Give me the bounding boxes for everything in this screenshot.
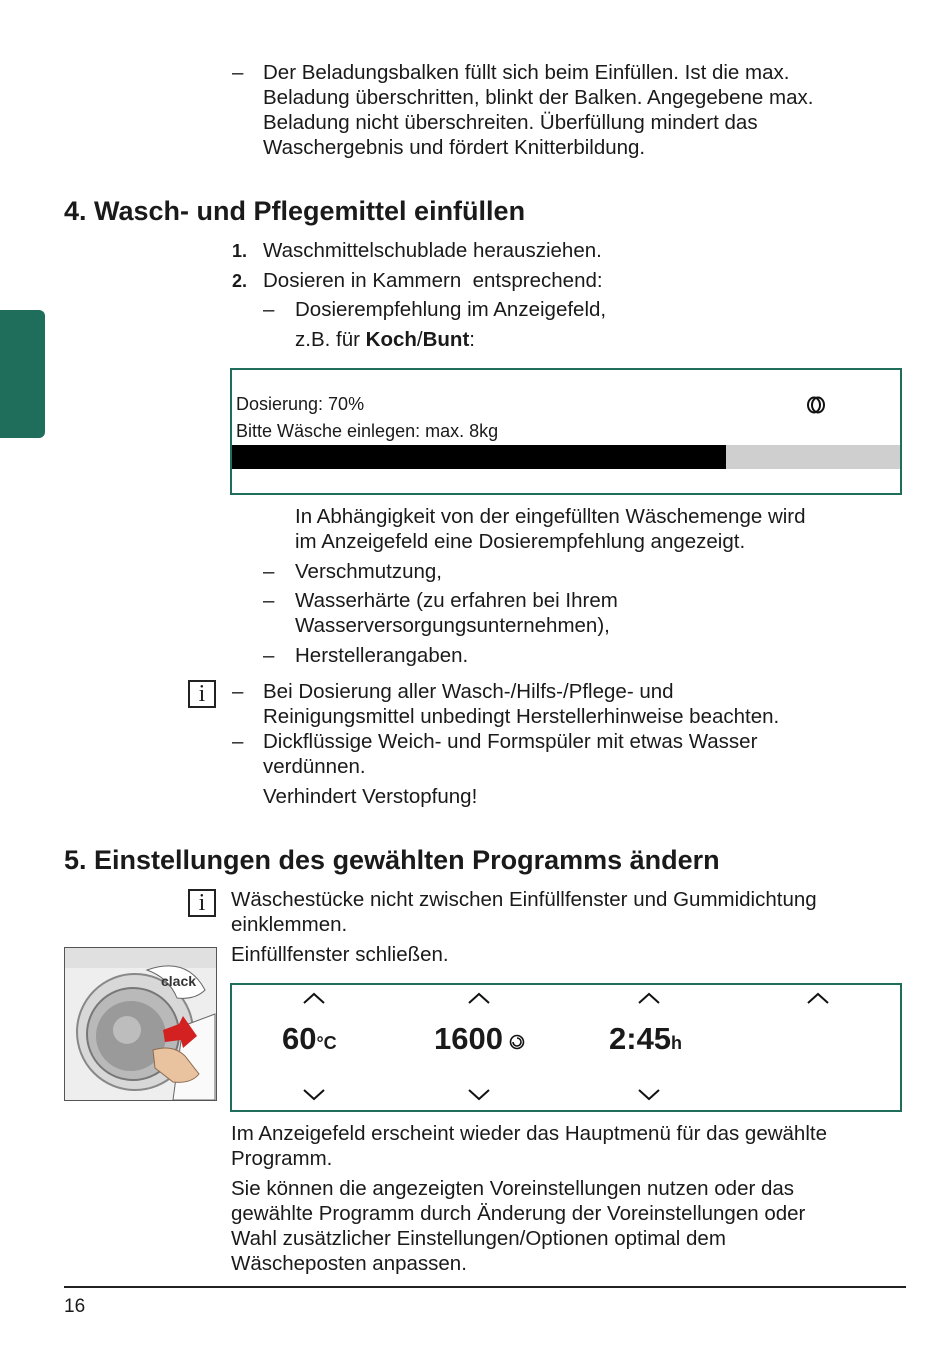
spin-value: 1600 xyxy=(434,1021,503,1056)
explanation-line: im Anzeigefeld eine Dosierempfehlung angezeigt. xyxy=(295,530,746,553)
intro-line: Der Beladungsbalken füllt sich beim Einfüllen. Ist die max. xyxy=(263,61,790,84)
factor-dash: – xyxy=(263,560,275,583)
paragraph-line: gewählte Programm durch Änderung der Voreinstellungen oder xyxy=(231,1202,806,1225)
example-line xyxy=(295,327,475,352)
factor-dash: – xyxy=(263,644,275,667)
info-line: verdünnen. xyxy=(263,755,366,778)
paragraph-line: Wäscheposten anpassen. xyxy=(231,1252,467,1275)
paragraph-line: Sie können die angezeigten Voreinstellungen nutzen oder das xyxy=(231,1177,795,1200)
time-unit: h xyxy=(671,1033,683,1053)
section4-heading: 4. Wasch- und Pflegemittel einfüllen xyxy=(64,196,526,226)
info-text xyxy=(231,887,911,937)
info-line: Dickflüssige Weich- und Formspüler mit etwas Wasser xyxy=(263,730,758,753)
info-note: Verhindert Verstopfung! xyxy=(263,785,478,808)
intro-line: Beladung nicht überschreiten. Überfüllung mindert das xyxy=(263,111,758,134)
info-line: einklemmen. xyxy=(231,913,348,936)
settings-paragraph xyxy=(231,1176,911,1276)
program-koch: Koch xyxy=(365,328,417,351)
washing-machine-door-image xyxy=(65,948,216,1100)
explanation-line: In Abhängigkeit von der eingefüllten Wäschemenge wird xyxy=(295,505,806,528)
temperature-setting[interactable] xyxy=(282,1021,337,1057)
chevron-up-icon[interactable] xyxy=(302,991,326,1005)
time-value: 2:45 xyxy=(609,1021,672,1056)
intro-dash: – xyxy=(232,61,244,84)
info-line: Wäschestücke nicht zwischen Einfüllfenster und Gummidichtung xyxy=(231,888,817,911)
dosing-text: Dosierung: 70% xyxy=(236,394,365,414)
program-bunt: Bunt xyxy=(422,328,470,351)
chevron-down-icon[interactable] xyxy=(467,1088,491,1102)
load-bar xyxy=(232,445,900,469)
intro-line: Waschergebnis und fördert Knitterbildung. xyxy=(263,136,646,159)
menu-paragraph xyxy=(231,1121,911,1171)
example-sep: / xyxy=(416,328,423,351)
intro-paragraph xyxy=(263,60,923,160)
paragraph-line: Programm. xyxy=(231,1147,333,1170)
example-prefix: z.B. für xyxy=(295,328,366,351)
example-suffix: : xyxy=(469,328,475,351)
dosing-explanation xyxy=(295,504,915,554)
intro-line: Beladung überschritten, blinkt der Balken. Angegebene max. xyxy=(263,86,814,109)
dosing-icon xyxy=(806,396,828,414)
info-dash: – xyxy=(232,730,244,753)
step-number: 1. xyxy=(232,241,248,261)
temperature-value: 60 xyxy=(282,1021,317,1056)
chapter-tab xyxy=(0,310,45,438)
step-text: Dosieren in Kammern entsprechend: xyxy=(263,269,603,292)
factor-dash: – xyxy=(263,589,275,612)
load-text: Bitte Wäsche einlegen: max. 8kg xyxy=(236,421,499,441)
load-bar-fill xyxy=(232,445,726,469)
info-item xyxy=(263,729,923,779)
page-number: 16 xyxy=(64,1296,86,1317)
info-icon: i xyxy=(188,680,216,708)
factor-item: Herstellerangaben. xyxy=(295,644,469,667)
sub-item: Dosierempfehlung im Anzeigefeld, xyxy=(295,298,607,321)
factor-item xyxy=(295,588,618,638)
info-dash: – xyxy=(232,680,244,703)
footer-divider xyxy=(64,1286,906,1288)
door-illustration xyxy=(64,947,217,1101)
temperature-unit: °C xyxy=(316,1033,337,1053)
dosing-display xyxy=(230,368,902,495)
chevron-up-icon[interactable] xyxy=(637,991,661,1005)
step-number: 2. xyxy=(232,271,248,291)
chevron-up-icon[interactable] xyxy=(806,991,830,1005)
step-text: Waschmittelschublade herausziehen. xyxy=(263,239,602,262)
time-setting[interactable] xyxy=(609,1021,682,1057)
paragraph-line: Im Anzeigefeld erscheint wieder das Hauptmenü für das gewählte xyxy=(231,1122,827,1145)
chevron-up-icon[interactable] xyxy=(467,991,491,1005)
factor-item: Verschmutzung, xyxy=(295,560,442,583)
info-line: Bei Dosierung aller Wasch-/Hilfs-/Pflege- und xyxy=(263,680,674,703)
factor-line: Wasserhärte (zu erfahren bei Ihrem xyxy=(295,589,618,612)
info-line: Reinigungsmittel unbedingt Herstellerhinweise beachten. xyxy=(263,705,780,728)
paragraph-line: Wahl zusätzlicher Einstellungen/Optionen optimal dem xyxy=(231,1227,726,1250)
chevron-down-icon[interactable] xyxy=(637,1088,661,1102)
spin-icon xyxy=(509,1034,525,1050)
info-item xyxy=(263,679,923,729)
spin-setting[interactable] xyxy=(434,1021,525,1057)
clack-label: clack xyxy=(161,973,197,989)
sub-dash: – xyxy=(263,298,275,321)
factor-line: Wasserversorgungsunternehmen), xyxy=(295,614,610,637)
info-icon: i xyxy=(188,889,216,917)
program-display xyxy=(230,983,902,1112)
chevron-down-icon[interactable] xyxy=(302,1088,326,1102)
section5-heading: 5. Einstellungen des gewählten Programms ändern xyxy=(64,845,720,875)
close-instruction: Einfüllfenster schließen. xyxy=(231,943,449,966)
